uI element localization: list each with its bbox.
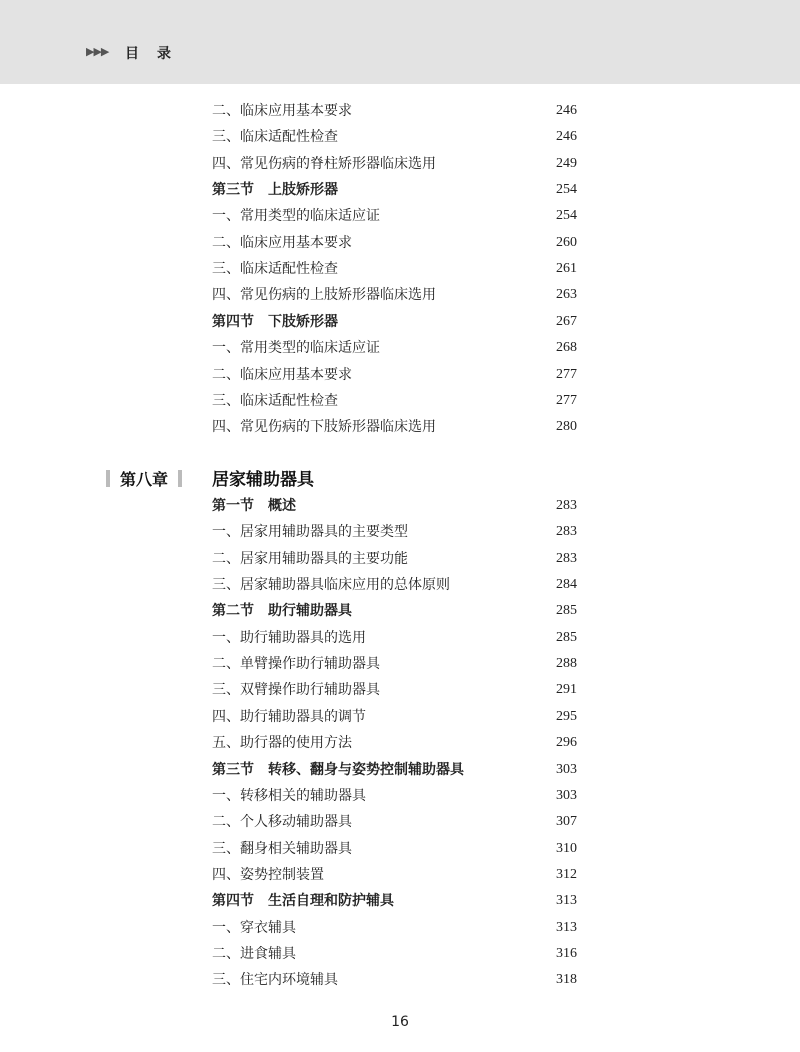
toc-section-row[interactable] bbox=[212, 179, 577, 201]
toc-entry-label: 四、助行辅助器具的调节 bbox=[212, 708, 366, 725]
toc-entry-page: 283 bbox=[556, 550, 577, 566]
toc-entry-label: 二、进食辅具 bbox=[212, 945, 296, 962]
toc-entry-label: 第四节 生活自理和防护辅具 bbox=[212, 893, 394, 910]
toc-entry-label: 三、居家辅助器具临床应用的总体原则 bbox=[212, 577, 450, 594]
toc-entry-row[interactable] bbox=[212, 390, 577, 412]
toc-entry-row[interactable] bbox=[212, 706, 577, 728]
toc-entry-label: 三、翻身相关辅助器具 bbox=[212, 840, 352, 857]
page-number: 16 bbox=[391, 1014, 409, 1030]
toc-entry-page: 316 bbox=[556, 945, 577, 961]
toc-entry-label: 一、转移相关的辅助器具 bbox=[212, 787, 366, 804]
toc-entry-label: 一、常用类型的临床适应证 bbox=[212, 340, 380, 357]
toc-entry-row[interactable] bbox=[212, 548, 577, 570]
toc-entry-label: 四、姿势控制装置 bbox=[212, 866, 324, 883]
toc-entry-label: 四、常见伤病的脊柱矫形器临床选用 bbox=[212, 155, 436, 172]
toc-entry-page: 303 bbox=[556, 787, 577, 803]
toc-entry-label: 一、助行辅助器具的选用 bbox=[212, 629, 366, 646]
toc-entry-label: 二、个人移动辅助器具 bbox=[212, 814, 352, 831]
toc-entry-label: 一、常用类型的临床适应证 bbox=[212, 208, 380, 225]
toc-section-row[interactable] bbox=[212, 495, 577, 517]
toc-entry-row[interactable] bbox=[212, 574, 577, 596]
toc-entry-page: 296 bbox=[556, 735, 577, 751]
toc-entry-label: 二、临床应用基本要求 bbox=[212, 234, 352, 251]
toc-entry-label: 第三节 转移、翻身与姿势控制辅助器具 bbox=[212, 761, 464, 778]
toc-entry-row[interactable] bbox=[212, 627, 577, 649]
toc-entry-page: 277 bbox=[556, 366, 577, 382]
toc-section-row[interactable] bbox=[212, 890, 577, 912]
toc-entry-label: 第一节 概述 bbox=[212, 498, 296, 514]
toc-entry-label: 第四节 下肢矫形器 bbox=[212, 313, 338, 330]
toc-entry-page: 307 bbox=[556, 814, 577, 830]
toc-entry-row[interactable] bbox=[212, 917, 577, 939]
toc-entry-page: 263 bbox=[556, 287, 577, 303]
toc-entry-row[interactable] bbox=[212, 838, 577, 860]
toc-entry-page: 267 bbox=[556, 313, 577, 329]
toc-entry-label: 第三节 上肢矫形器 bbox=[212, 182, 338, 199]
toc-entry-row[interactable] bbox=[212, 100, 577, 122]
toc-entry-page: 303 bbox=[556, 761, 577, 777]
toc-entry-row[interactable] bbox=[212, 943, 577, 965]
toc-entry-label: 一、居家用辅助器具的主要类型 bbox=[212, 524, 408, 541]
toc-entry-row[interactable] bbox=[212, 337, 577, 359]
toc-section-row[interactable] bbox=[212, 600, 577, 622]
toc-entry-page: 288 bbox=[556, 656, 577, 672]
toc-entry-row[interactable] bbox=[212, 785, 577, 807]
toc-entry-page: 260 bbox=[556, 234, 577, 250]
header-title: 目录 bbox=[125, 46, 189, 62]
toc-section-row[interactable] bbox=[212, 311, 577, 333]
chapter-bar-right bbox=[178, 470, 182, 487]
toc-entry-row[interactable] bbox=[212, 126, 577, 148]
toc-entry-row[interactable] bbox=[212, 969, 577, 991]
toc-entry-page: 246 bbox=[556, 103, 577, 118]
toc-entry-page: 291 bbox=[556, 682, 577, 698]
toc-entry-page: 285 bbox=[556, 629, 577, 645]
chapter-number-text: 第八章 bbox=[120, 470, 169, 489]
toc-entry-page: 268 bbox=[556, 340, 577, 356]
toc-entry-page: 310 bbox=[556, 840, 577, 856]
toc-entry-row[interactable] bbox=[212, 153, 577, 175]
toc-entry-page: 312 bbox=[556, 866, 577, 882]
toc-entry-label: 三、双臂操作助行辅助器具 bbox=[212, 682, 380, 699]
toc-entry-label: 四、常见伤病的上肢矫形器临床选用 bbox=[212, 287, 436, 304]
toc-entry-row[interactable] bbox=[212, 653, 577, 675]
chapter-title: 居家辅助器具 bbox=[212, 470, 314, 490]
toc-entry-page: 295 bbox=[556, 708, 577, 724]
toc-entry-page: 261 bbox=[556, 261, 577, 277]
toc-section-row[interactable] bbox=[212, 759, 577, 781]
toc-entry-row[interactable] bbox=[212, 205, 577, 227]
toc-entry-row[interactable] bbox=[212, 284, 577, 306]
toc-entry-page: 254 bbox=[556, 208, 577, 224]
toc-entry-label: 二、临床应用基本要求 bbox=[212, 366, 352, 383]
toc-entry-page: 313 bbox=[556, 893, 577, 909]
toc-entry-page: 277 bbox=[556, 392, 577, 408]
toc-entry-row[interactable] bbox=[212, 416, 577, 438]
toc-entry-page: 313 bbox=[556, 919, 577, 935]
toc-entry-page: 280 bbox=[556, 419, 577, 435]
toc-entry-label: 二、居家用辅助器具的主要功能 bbox=[212, 550, 408, 567]
toc-entry-page: 283 bbox=[556, 524, 577, 540]
chapter-bar-left bbox=[106, 470, 110, 487]
toc-entry-page: 246 bbox=[556, 129, 577, 145]
toc-entry-label: 五、助行器的使用方法 bbox=[212, 735, 352, 752]
toc-entry-label: 三、临床适配性检查 bbox=[212, 392, 338, 409]
toc-entry-row[interactable] bbox=[212, 364, 577, 386]
toc-entry-label: 二、临床应用基本要求 bbox=[212, 103, 352, 119]
toc-entry-label: 第二节 助行辅助器具 bbox=[212, 603, 352, 620]
toc-entry-label: 三、住宅内环境辅具 bbox=[212, 972, 338, 989]
toc-entry-row[interactable] bbox=[212, 258, 577, 280]
toc-entry-label: 二、单臂操作助行辅助器具 bbox=[212, 656, 380, 673]
toc-entry-row[interactable] bbox=[212, 864, 577, 886]
toc-entry-page: 283 bbox=[556, 498, 577, 513]
toc-entry-page: 318 bbox=[556, 972, 577, 988]
toc-entry-row[interactable] bbox=[212, 521, 577, 543]
toc-entry-row[interactable] bbox=[212, 732, 577, 754]
toc-entry-page: 284 bbox=[556, 577, 577, 593]
toc-entry-label: 三、临床适配性检查 bbox=[212, 261, 338, 278]
toc-entry-page: 254 bbox=[556, 182, 577, 198]
page-header bbox=[0, 0, 800, 84]
chapter-number bbox=[106, 469, 182, 491]
toc-entry-label: 三、临床适配性检查 bbox=[212, 129, 338, 146]
toc-entry-row[interactable] bbox=[212, 811, 577, 833]
header-arrows-icon: ▶▶▶ bbox=[86, 45, 109, 58]
toc-entry-label: 一、穿衣辅具 bbox=[212, 919, 296, 936]
toc-entry-row[interactable] bbox=[212, 679, 577, 701]
toc-entry-page: 285 bbox=[556, 603, 577, 619]
toc-entry-label: 四、常见伤病的下肢矫形器临床选用 bbox=[212, 419, 436, 436]
toc-entry-page: 249 bbox=[556, 155, 577, 171]
toc-entry-row[interactable] bbox=[212, 232, 577, 254]
